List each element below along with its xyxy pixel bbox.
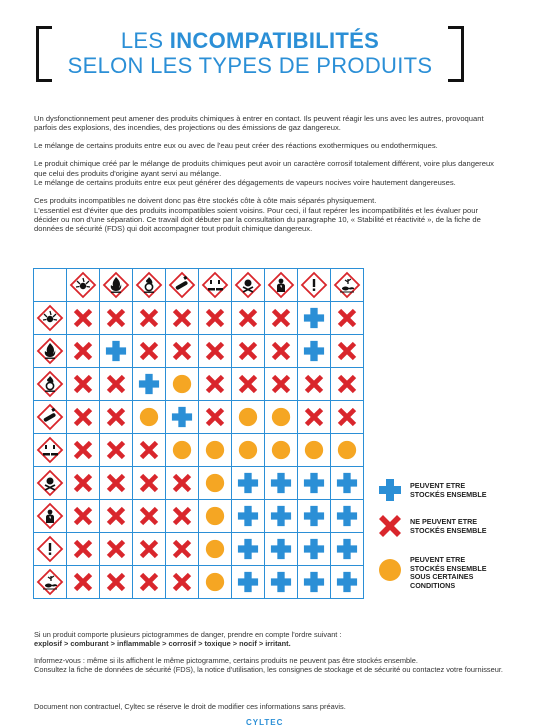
matrix-cell [166,533,199,566]
matrix-cell [166,566,199,599]
matrix-cell [331,566,364,599]
matrix-cell [298,368,331,401]
gaz-sous-pression-icon [36,403,64,431]
matrix-cell [67,335,100,368]
cross-icon [139,506,159,526]
explosif-icon [69,271,97,299]
row-header-comburant [34,368,67,401]
matrix-cell [331,467,364,500]
plus-icon [237,538,259,560]
right-bracket [448,26,464,82]
matrix-cell [166,368,199,401]
comburant-icon [36,370,64,398]
circle-icon [205,539,225,559]
cross-icon [106,308,126,328]
matrix-cell [100,533,133,566]
cross-icon [337,407,357,427]
matrix-cell [199,434,232,467]
matrix-cell [331,302,364,335]
matrix-cell [298,500,331,533]
matrix-cell [331,401,364,434]
plus-icon [336,571,358,593]
intro-paragraph-1: Un dysfonctionnement peut amener des produits chimiques à entrer en contact. Ils peuvent réagir les uns avec les autres, provoquant parfois des explosions, des incendies, des projections ou des émissions de gaz dangereux. [34,114,484,133]
circle-icon [271,440,291,460]
matrix-cell [232,566,265,599]
row-header-nocif [34,533,67,566]
cross-icon [271,341,291,361]
incompatibility-matrix [33,268,364,599]
matrix-cell [100,335,133,368]
disclaimer: Document non contractuel, Cyltec se réserve le droit de modifier ces informations sans préavis. [34,702,346,711]
plus-icon [270,472,292,494]
plus-icon [303,538,325,560]
circle-icon [205,506,225,526]
matrix-row [34,533,364,566]
cross-icon [139,473,159,493]
environnement-icon [36,568,64,596]
matrix-cell [67,368,100,401]
cross-icon [271,308,291,328]
nocif-icon [36,535,64,563]
column-header-explosif [67,269,100,302]
environnement-icon [333,271,361,299]
plus-icon [336,538,358,560]
left-bracket [36,26,52,82]
plus-icon [336,472,358,494]
matrix-cell [100,401,133,434]
matrix-cell [199,302,232,335]
circle-icon [378,558,402,582]
info-note: Informez-vous : même si ils affichent le même pictogramme, certains produits ne peuvent pas être stockés ensemble. Consultez la fiche de données de sécurité (FDS), la notice d'utilisation, les consignes de stockage et de sécurité ou contactez votre fournisseur. [34,656,503,674]
matrix-cell [298,401,331,434]
cross-icon [106,572,126,592]
matrix-corner [34,269,67,302]
cross-icon [205,407,225,427]
intro-text [34,114,504,242]
cross-icon [73,473,93,493]
matrix-cell [298,302,331,335]
matrix-cell [199,467,232,500]
matrix-row [34,467,364,500]
cross-icon [139,308,159,328]
plus-icon [270,538,292,560]
cross-icon [271,374,291,394]
legend-circle-label-3: SOUS CERTAINES [410,572,474,582]
danger-sante-icon [36,502,64,530]
nocif-icon [300,271,328,299]
cross-icon [172,539,192,559]
matrix-cell [100,566,133,599]
matrix-cell [133,500,166,533]
cross-icon [172,341,192,361]
cross-icon [106,506,126,526]
matrix-cell [166,467,199,500]
cross-icon [106,407,126,427]
title-bold: INCOMPATIBILITÉS [169,28,380,53]
matrix-cell [199,368,232,401]
row-header-danger-sante [34,500,67,533]
matrix-row [34,434,364,467]
matrix-table [33,268,364,599]
cross-icon [139,341,159,361]
cross-icon [73,572,93,592]
matrix-row [34,566,364,599]
legend-plus-label-2: STOCKÉS ENSEMBLE [410,489,487,499]
cross-icon [139,572,159,592]
matrix-cell [232,335,265,368]
footer-notes [34,630,504,682]
legend-cross-label-2: STOCKÉS ENSEMBLE [410,525,487,535]
corrosif-icon [201,271,229,299]
matrix-cell [67,566,100,599]
cross-icon [238,374,258,394]
matrix-cell [166,335,199,368]
matrix-cell [265,533,298,566]
matrix-row [34,302,364,335]
matrix-cell [331,533,364,566]
circle-icon [172,440,192,460]
cross-icon [238,341,258,361]
plus-icon [138,373,160,395]
matrix-cell [133,566,166,599]
gaz-sous-pression-icon [168,271,196,299]
plus-icon [237,472,259,494]
danger-sante-icon [267,271,295,299]
title-prefix: LES [120,28,170,53]
column-header-nocif [298,269,331,302]
matrix-cell [166,302,199,335]
matrix-cell [67,401,100,434]
matrix-cell [232,500,265,533]
circle-icon [172,374,192,394]
column-header-environnement [331,269,364,302]
matrix-cell [331,500,364,533]
cross-icon [73,308,93,328]
matrix-cell [265,368,298,401]
matrix-row [34,368,364,401]
matrix-cell [232,302,265,335]
intro-paragraph-4: Ces produits incompatibles ne doivent donc pas être stockés côte à côte mais séparés physiquement. L'essentiel est d'éviter que des produits incompatibles soient voisins. Pour ceci, il faut repérer les incompatibilités et les évaluer pour décider ou non d'une séparation. Ce travail doit débuter par la consultation du paragraphe 10, « Stabilité et réactivité », de la fiche de données de sécurité (FDS) qui doit accompagner tout produit chimique dangereux. [34,196,481,234]
brand-logo: CYLTEC [246,718,284,727]
cross-icon [172,506,192,526]
cross-icon [172,572,192,592]
row-header-inflammable [34,335,67,368]
matrix-cell [265,566,298,599]
matrix-cell [232,434,265,467]
cross-icon [106,473,126,493]
matrix-cell [265,500,298,533]
cross-icon [378,514,402,538]
cross-icon [205,374,225,394]
matrix-cell [133,368,166,401]
toxique-icon [234,271,262,299]
matrix-cell [232,368,265,401]
matrix-cell [298,566,331,599]
column-header-toxique [232,269,265,302]
order-note: Si un produit comporte plusieurs pictogrammes de danger, prendre en compte l'ordre suivant : explosif > comburant > inflammable > corrosif > toxique > nocif > irritant. [34,630,342,648]
cross-icon [73,407,93,427]
matrix-cell [331,434,364,467]
matrix-cell [265,335,298,368]
cross-icon [139,440,159,460]
matrix-cell [265,401,298,434]
matrix-cell [199,566,232,599]
circle-icon [205,473,225,493]
cross-icon [106,539,126,559]
matrix-cell [133,434,166,467]
matrix-cell [100,302,133,335]
plus-icon [105,340,127,362]
intro-paragraph-3: Le produit chimique créé par le mélange de produits chimiques peut avoir un caractère corrosif totalement différent, voire plus dangereux que celui des produits d'origine ayant servi au mélange. Le mélange de certains produits entre eux peut générer des dégagements de vapeurs nocives voire hautement dangereuses. [34,159,494,188]
column-header-corrosif [199,269,232,302]
row-header-environnement [34,566,67,599]
matrix-cell [265,467,298,500]
circle-icon [304,440,324,460]
inflammable-icon [36,337,64,365]
matrix-cell [298,467,331,500]
cross-icon [172,308,192,328]
matrix-cell [133,401,166,434]
cross-icon [172,473,192,493]
circle-icon [139,407,159,427]
matrix-cell [67,500,100,533]
matrix-cell [331,368,364,401]
matrix-cell [67,533,100,566]
plus-icon [237,505,259,527]
plus-icon [303,307,325,329]
plus-icon [303,571,325,593]
page-title [58,28,442,78]
cross-icon [106,374,126,394]
matrix-cell [298,434,331,467]
cross-icon [73,539,93,559]
cross-icon [238,308,258,328]
matrix-cell [100,467,133,500]
comburant-icon [135,271,163,299]
cross-icon [337,308,357,328]
legend-plus-label-1: PEUVENT ETRE [410,481,466,490]
matrix-row [34,401,364,434]
cross-icon [106,440,126,460]
cross-icon [337,341,357,361]
row-header-gaz-sous-pression [34,401,67,434]
plus-icon [171,406,193,428]
circle-icon [205,440,225,460]
cross-icon [73,440,93,460]
matrix-cell [133,533,166,566]
page-header [36,18,464,88]
matrix-cell [199,401,232,434]
matrix-cell [199,500,232,533]
toxique-icon [36,469,64,497]
legend-circle-label-4: CONDITIONS [410,580,456,590]
inflammable-icon [102,271,130,299]
plus-icon [237,571,259,593]
cross-icon [337,374,357,394]
legend-cross-label-1: NE PEUVENT ETRE [410,517,478,526]
matrix-cell [67,467,100,500]
cross-icon [304,407,324,427]
matrix-cell [166,500,199,533]
plus-icon [303,505,325,527]
matrix-cell [67,434,100,467]
matrix-cell [232,533,265,566]
matrix-cell [133,335,166,368]
matrix-cell [265,434,298,467]
legend-circle-label-2: STOCKÉS ENSEMBLE [410,563,487,573]
matrix-cell [67,302,100,335]
matrix-cell [100,434,133,467]
row-header-toxique [34,467,67,500]
column-header-inflammable [100,269,133,302]
cross-icon [73,506,93,526]
matrix-cell [100,500,133,533]
matrix-cell [133,467,166,500]
cross-icon [73,341,93,361]
cross-icon [304,374,324,394]
title-line2: SELON LES TYPES DE PRODUITS [67,53,433,78]
circle-icon [337,440,357,460]
column-header-danger-sante [265,269,298,302]
order-list: explosif > comburant > inflammable > corrosif > toxique > nocif > irritant. [34,639,291,648]
matrix-cell [298,533,331,566]
column-header-comburant [133,269,166,302]
matrix-cell [265,302,298,335]
cross-icon [73,374,93,394]
circle-icon [271,407,291,427]
circle-icon [238,440,258,460]
matrix-cell [331,335,364,368]
matrix-cell [199,533,232,566]
matrix-header-row [34,269,364,302]
circle-icon [205,572,225,592]
plus-icon [270,571,292,593]
row-header-corrosif [34,434,67,467]
cross-icon [205,308,225,328]
legend-circle-label-1: PEUVENT ETRE [410,555,466,564]
plus-icon [270,505,292,527]
plus-icon [378,478,402,502]
row-header-explosif [34,302,67,335]
matrix-cell [199,335,232,368]
column-header-gaz-sous-pression [166,269,199,302]
intro-paragraph-2: Le mélange de certains produits entre eux ou avec de l'eau peut créer des réactions exothermiques ou endothermiques. [34,141,438,151]
matrix-cell [232,467,265,500]
matrix-cell [298,335,331,368]
corrosif-icon [36,436,64,464]
circle-icon [238,407,258,427]
plus-icon [303,340,325,362]
matrix-row [34,500,364,533]
matrix-row [34,335,364,368]
matrix-cell [166,434,199,467]
matrix-cell [232,401,265,434]
matrix-cell [133,302,166,335]
explosif-icon [36,304,64,332]
plus-icon [336,505,358,527]
matrix-cell [100,368,133,401]
matrix-cell [166,401,199,434]
plus-icon [303,472,325,494]
cross-icon [205,341,225,361]
cross-icon [139,539,159,559]
